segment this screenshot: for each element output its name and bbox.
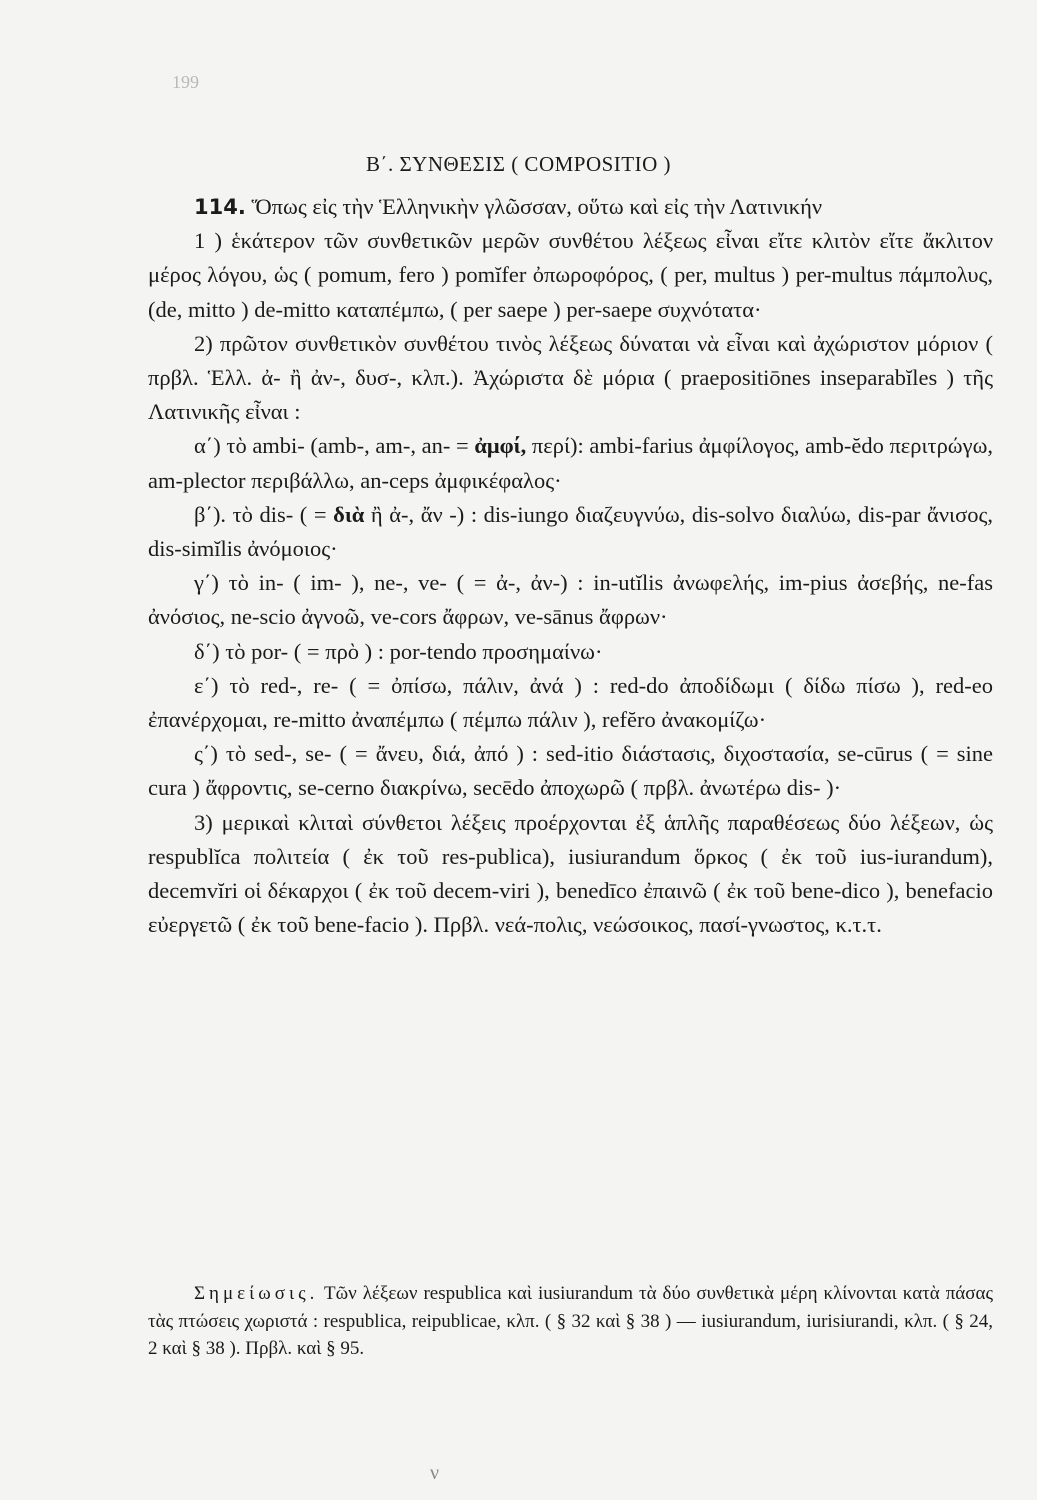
rule-2b [148, 498, 993, 566]
rule-2b-bold: διὰ [333, 501, 365, 527]
note-text: Τῶν λέξεων respublica καὶ iusiurandum τὰ δύο συνθετικὰ μέρη κλίνονται κατὰ πάσας τὰς πτώσεις χωριστά : respublica, reipublicae, κλπ. ( § 32 καὶ § 38 ) — iusiurandum, iurisiurandi, κλπ. ( § 24, 2 καὶ § 38 ). Πρβλ. καὶ § 95. [148, 1283, 993, 1359]
rule-1: 1 ) ἑκάτερον τῶν συνθετικῶν μερῶν συνθέτου λέξεως εἶναι εἴτε κλιτὸν εἴτε ἄκλιτον μέρος λόγου, ὡς ( pomum, fero ) pomĭfer ὀπωροφόρος, ( per, multus ) per-multus πάμπολυς, (de, mitto ) de-mitto καταπέμπω, ( per saepe ) per-saepe συχνότατα· [148, 228, 993, 322]
paragraph-number: 114. [194, 195, 246, 219]
paragraph-intro [148, 190, 993, 224]
rule-2c: γ΄) τὸ in- ( im- ), ne-, ve- ( = ἀ-, ἀν-) : in-utĭlis ἀνωφελής, im-pius ἀσεβής, ne-fas ἀνόσιος, ne-scio ἀγνοῶ, ve-cors ἄφρων, ve-sānus ἄφρων· [148, 570, 993, 630]
rule-3: 3) μερικαὶ κλιταὶ σύνθετοι λέξεις προέρχονται ἐξ ἁπλῆς παραθέσεως δύο λέξεων, ὡς respublĭca πολιτεία ( ἐκ τοῦ res-publica), iusiurandum ὅρκος ( ἐκ τοῦ ius-iurandum), decemvĭri οἱ δέκαρχοι ( ἐκ τοῦ decem-viri ), benedīco ἐπαινῶ ( ἐκ τοῦ bene-dico ), benefacio εὐεργετῶ ( ἐκ τοῦ bene-facio ). Πρβλ. νεά-πολις, νεώσοικος, πασί-γνωστος, κ.τ.τ. [148, 809, 993, 938]
note-label: Σημείωσις. [194, 1283, 319, 1304]
rule-2a-bold: ἀμφί, [474, 433, 527, 459]
rule-2a [148, 429, 993, 497]
main-text [148, 190, 993, 942]
rule-2d: δ΄) τὸ por- ( = πρὸ ) : por-tendo προσημαίνω· [194, 638, 603, 664]
rule-2a-post: περί): ambi-farius ἀμφίλογος, amb-ĕdo περιτρώγω, am-plector περιβάλλω, an-ceps ἀμφικέφαλος· [148, 433, 993, 493]
rule-2b-pre: β΄). τὸ dis- ( = [194, 501, 334, 527]
page-number: 199 [172, 72, 199, 92]
note-paragraph [148, 1280, 993, 1363]
rule-2a-pre: α΄) τὸ ambi- (amb-, am-, an- = [194, 433, 475, 459]
rule-2e: ε΄) τὸ red-, re- ( = ὀπίσω, πάλιν, ἀνά ) : red-do ἀποδίδωμι ( δίδω πίσω ), red-eo ἐπανέρχομαι, re-mitto ἀναπέμπω ( πέμπω πάλιν ), refĕro ἀνακομίζω· [148, 672, 993, 733]
intro-text: Ὅπως εἰς τὴν Ἑλληνικὴν γλῶσσαν, οὕτω καὶ εἰς τὴν Λατινικήν [251, 194, 823, 219]
rule-2f: ς΄) τὸ sed-, se- ( = ἄνευ, διά, ἀπό ) : sed-itio διάστασις, διχοστασία, se-cūrus ( = sine cura ) ἄφροντις, se-cerno διακρίνω, secēdo ἀποχωρῶ ( πρβλ. ἀνωτέρω dis- )· [148, 741, 993, 801]
rule-2: 2) πρῶτον συνθετικὸν συνθέτου τινὸς λέξεως δύναται νὰ εἶναι καὶ ἀχώριστον μόριον ( πρβλ. Ἑλλ. ἀ- ἢ ἀν-, δυσ-, κλπ.). Ἀχώριστα δὲ μόρια ( praepositiōnes inseparabĭles ) τῆς Λατινικῆς εἶναι : [148, 330, 993, 425]
section-heading: Β΄. ΣΥΝΘΕΣΙΣ ( COMPOSITIO ) [365, 152, 672, 176]
bottom-mark: ν [430, 1462, 440, 1484]
rule-2b-post: ἢ ἀ-, ἄν -) : dis-iungo διαζευγνύω, dis-solvo διαλύω, dis-par ἄνισος, dis-simĭlis ἀνόμοιος· [148, 501, 993, 562]
note-block [148, 1280, 993, 1363]
